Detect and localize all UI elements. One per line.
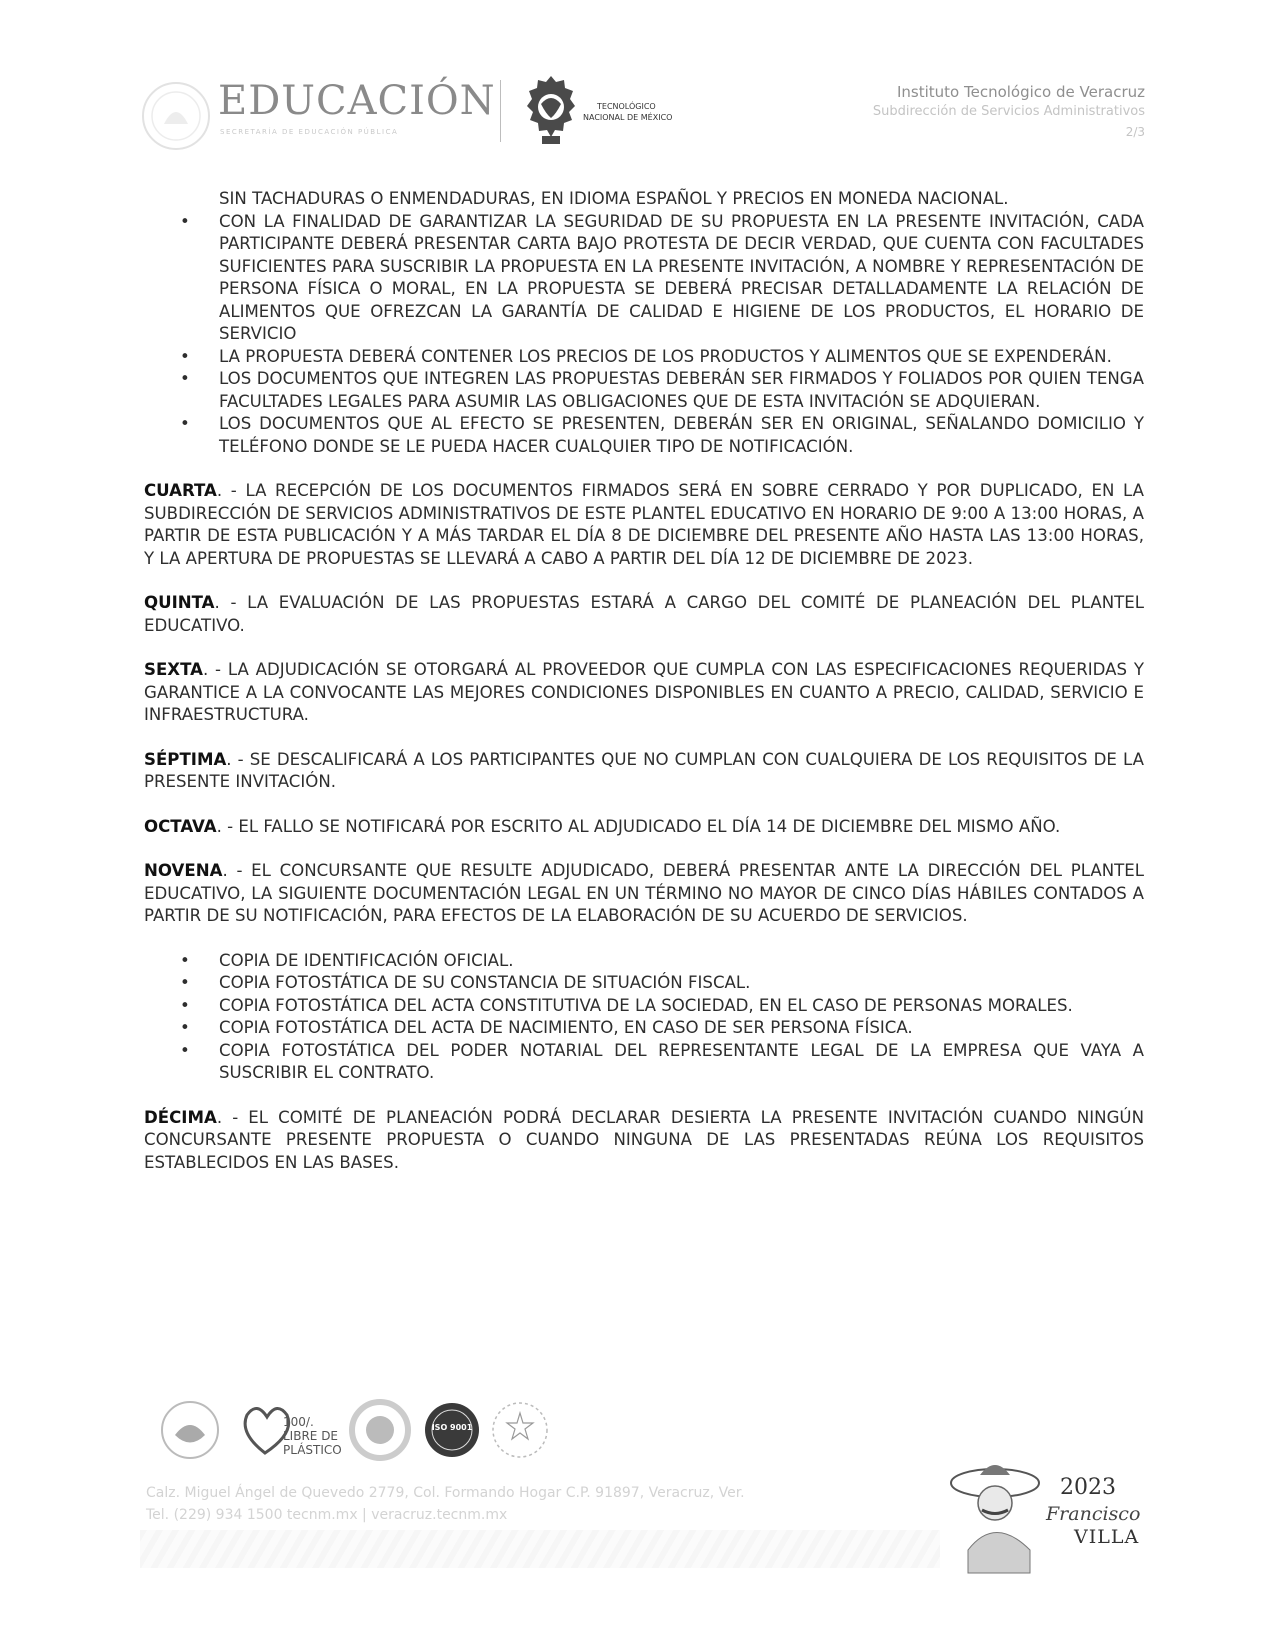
clause-label: NOVENA [144, 861, 223, 880]
clause-text: . - LA RECEPCIÓN DE LOS DOCUMENTOS FIRMADOS SERÁ EN SOBRE CERRADO Y POR DUPLICADO, EN LA SUBDIRECCIÓN DE SERVICIOS ADMINISTRATIVOS DE ESTE PLANTEL EDUCATIVO EN HORARIO DE 9:00 A 13:00 HORAS, A PARTIR DE ESTA PUBLICACIÓN Y A MÁS TARDAR EL DÍA 8 DE DICIEMBRE DEL PRESENTE AÑO HASTA LAS 13:00 HORAS, Y LA APERTURA DE PROPUESTAS SE LLEVARÁ A CABO A PARTIR DEL DÍA 12 DE DICIEMBRE DE 2023. [144, 481, 1144, 568]
tecnm-logo-icon [526, 74, 576, 146]
clause-label: OCTAVA [144, 816, 217, 836]
equality-seal-icon [155, 1395, 225, 1465]
department-name: Subdirección de Servicios Administrativos [872, 104, 1145, 119]
clause-text: . - SE DESCALIFICARÁ A LOS PARTICIPANTES QUE NO CUMPLAN CON CUALQUIERA DE LOS REQUISITOS DE LA PRESENTE INVITACIÓN. [144, 749, 1144, 791]
footer-address [146, 1482, 745, 1526]
clause-text: . - EL FALLO SE NOTIFICARÁ POR ESCRITO AL ADJUDICADO EL DÍA 14 DE DICIEMBRE DEL MISMO AÑO. [216, 816, 1061, 836]
clause-cuarta [144, 480, 1144, 570]
clause-label: SEXTA [144, 660, 203, 679]
stars-seal-icon [485, 1395, 555, 1465]
tecnm-name [583, 101, 672, 123]
list-item: • LA PROPUESTA DEBERÁ CONTENER LOS PRECIOS DE LOS PRODUCTOS Y ALIMENTOS QUE SE EXPENDERÁN. [144, 346, 1144, 369]
tecnm-line1: TECNOLÓGICO [597, 102, 656, 111]
iso-badge-label: ISO 9001 [431, 1423, 473, 1432]
list-item: • CON LA FINALIDAD DE GARANTIZAR LA SEGURIDAD DE SU PROPUESTA EN LA PRESENTE INVITACIÓN, CADA PARTICIPANTE DEBERÁ PRESENTAR CARTA BAJO PROTESTA DE DECIR VERDAD, QUE CUENTA CON FACULTADES SUFICIENTES PARA SUSCRIBIR LA PROPUESTA EN LA PRESENTE INVITACIÓN, A NOMBRE Y REPRESENTACIÓN DE PERSONA FÍSICA O MORAL, EN LA PROPUESTA SE DEBERÁ PRECISAR DETALLADAMENTE LA RELACIÓN DE ALIMENTOS QUE OFREZCAN LA GARANTÍA DE CALIDAD E HIGIENE DE LOS PRODUCTOS, EL HORARIO DE SERVICIO [144, 211, 1144, 346]
clause-text: . - EL CONCURSANTE QUE RESULTE ADJUDICADO, DEBERÁ PRESENTAR ANTE LA DIRECCIÓN DEL PLANTEL EDUCATIVO, LA SIGUIENTE DOCUMENTACIÓN LEGAL EN UN TÉRMINO NO MAYOR DE CINCO DÍAS HÁBILES CONTADOS A PARTIR DE SU NOTIFICACIÓN, PARA EFECTOS DE LA ELABORACIÓN DE SU ACUERDO DE SERVICIOS. [144, 861, 1144, 925]
villa-name-last: VILLA [1074, 1526, 1140, 1548]
clause-label: SÉPTIMA [144, 749, 227, 769]
institute-name: Instituto Tecnológico de Veracruz [896, 83, 1145, 101]
plastic-free-label: 100/. LIBRE DE PLÁSTICO [283, 1415, 342, 1457]
intro-carry-line: SIN TACHADURAS O ENMENDADURAS, EN IDIOMA ESPAÑOL Y PRECIOS EN MONEDA NACIONAL. [219, 189, 1009, 208]
list-item: • COPIA FOTOSTÁTICA DEL PODER NOTARIAL DEL REPRESENTANTE LEGAL DE LA EMPRESA QUE VAYA A SUSCRIBIR EL CONTRATO. [144, 1040, 1144, 1085]
list-item: • COPIA DE IDENTIFICACIÓN OFICIAL. [144, 950, 1144, 973]
page-header [0, 0, 1275, 170]
clause-novena [144, 860, 1144, 928]
certification-seal-icon [345, 1395, 415, 1465]
decorative-band [140, 1530, 940, 1568]
clause-text: . - LA ADJUDICACIÓN SE OTORGARÁ AL PROVEEDOR QUE CUMPLA CON LAS ESPECIFICACIONES REQUERIDAS Y GARANTICE A LA CONVOCANTE LAS MEJORES CONDICIONES DISPONIBLES EN CUANTO A PRECIO, CALIDAD, SERVICIO E INFRAESTRUCTURA. [144, 660, 1144, 724]
clause-text: . - EL COMITÉ DE PLANEACIÓN PODRÁ DECLARAR DESIERTA LA PRESENTE INVITACIÓN CUANDO NINGÚN CONCURSANTE PRESENTE PROPUESTA O CUANDO NINGUNA DE LAS PRESENTADAS REÚNA LOS REQUISITOS ESTABLECIDOS EN LAS BASES. [144, 1107, 1144, 1172]
brand-subtitle: SECRETARÍA DE EDUCACIÓN PÚBLICA [220, 128, 399, 136]
clause-sexta [144, 659, 1144, 727]
certification-logos [155, 1395, 575, 1465]
clause-label: DÉCIMA [144, 1107, 217, 1127]
address-line-1: Calz. Miguel Ángel de Quevedo 2779, Col. Formando Hogar C.P. 91897, Veracruz, Ver. [146, 1485, 745, 1501]
list-item: • COPIA FOTOSTÁTICA DEL ACTA DE NACIMIENTO, EN CASO DE SER PERSONA FÍSICA. [144, 1017, 1144, 1040]
clause-label: QUINTA [144, 593, 215, 612]
page-number: 2/3 [1125, 125, 1145, 139]
villa-year: 2023 [1060, 1475, 1116, 1500]
brand-title: EDUCACIÓN [218, 78, 496, 124]
clause-label: CUARTA [144, 481, 217, 500]
clause-text: . - LA EVALUACIÓN DE LAS PROPUESTAS ESTARÁ A CARGO DEL COMITÉ DE PLANEACIÓN DEL PLANTEL EDUCATIVO. [144, 593, 1144, 635]
clause-quinta [144, 592, 1144, 637]
header-divider [500, 80, 501, 142]
clause-octava [144, 816, 1144, 839]
document-body [144, 188, 1144, 1174]
address-line-2: Tel. (229) 934 1500 tecnm.mx | veracruz.tecnm.mx [146, 1507, 508, 1523]
tecnm-line2: NACIONAL DE MÉXICO [583, 113, 673, 122]
mexico-seal-icon [140, 80, 212, 152]
clause-septima [144, 749, 1144, 794]
institute-block [873, 82, 1145, 142]
list-item: • COPIA FOTOSTÁTICA DE SU CONSTANCIA DE SITUACIÓN FISCAL. [144, 972, 1144, 995]
clause-decima [144, 1107, 1144, 1175]
documents-list [144, 950, 1144, 1085]
list-item: • LOS DOCUMENTOS QUE AL EFECTO SE PRESENTEN, DEBERÁN SER EN ORIGINAL, SEÑALANDO DOMICILIO Y TELÉFONO DONDE SE LE PUEDA HACER CUALQUIER TIPO DE NOTIFICACIÓN. [144, 413, 1144, 458]
list-item: • LOS DOCUMENTOS QUE INTEGREN LAS PROPUESTAS DEBERÁN SER FIRMADOS Y FOLIADOS POR QUIEN TENGA FACULTADES LEGALES PARA ASUMIR LAS OBLIGACIONES QUE DE ESTA INVITACIÓN SE ADQUIERAN. [144, 368, 1144, 413]
list-item: • COPIA FOTOSTÁTICA DEL ACTA CONSTITUTIVA DE LA SOCIEDAD, EN EL CASO DE PERSONAS MORALES. [144, 995, 1144, 1018]
villa-name-first: Francisco [1046, 1503, 1141, 1525]
